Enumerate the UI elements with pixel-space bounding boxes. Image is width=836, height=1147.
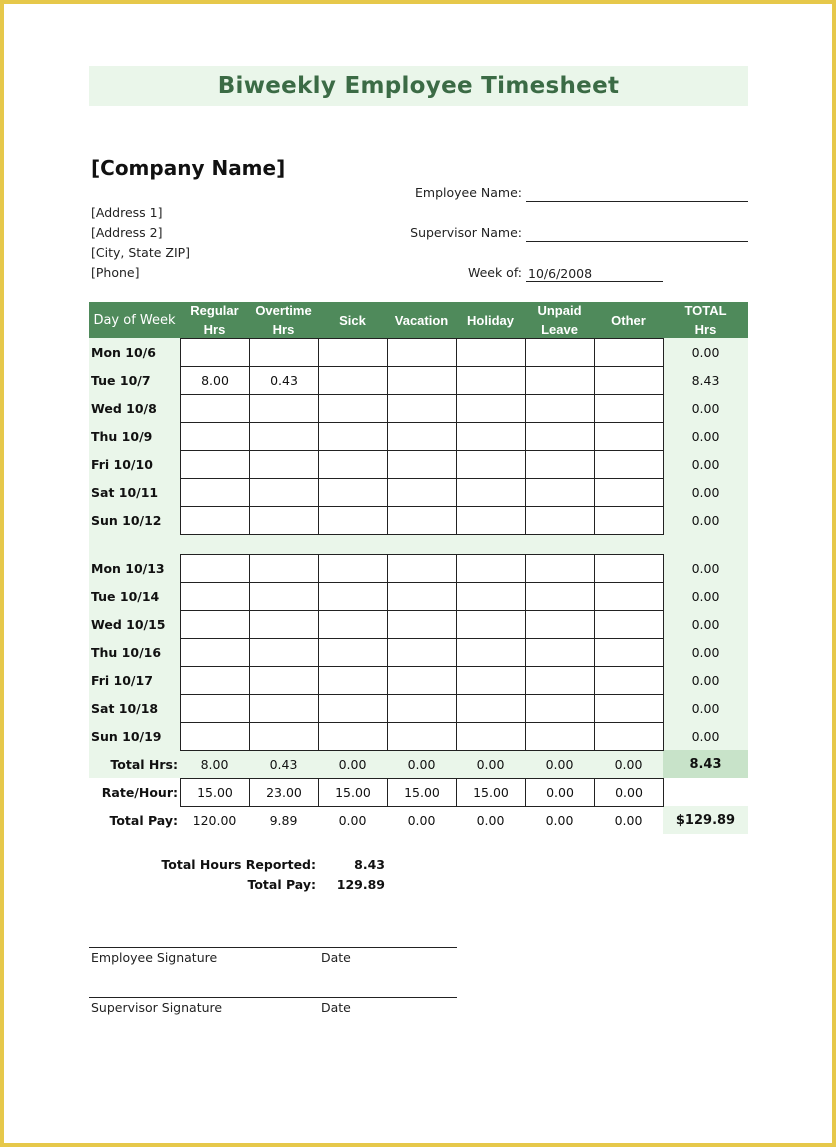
cell-vacation[interactable] [387,694,457,723]
cell-sick[interactable] [318,638,388,667]
cell-sick[interactable] [318,610,388,639]
cell-unpaid-leave[interactable] [525,722,595,751]
supervisor-signature-line[interactable] [89,997,457,998]
day-label: Sat 10/18 [91,700,159,716]
company-address-2[interactable]: [Address 2] [91,225,163,240]
total-hrs-overtime: 0.43 [269,756,298,772]
summary-pay-label: Total Pay: [247,877,316,892]
header-regular-line1: Regular [190,303,239,318]
cell-holiday[interactable] [456,638,526,667]
cell-vacation[interactable] [387,506,457,535]
header-unpaid-leave [525,302,594,338]
header-unpaid-line1: Unpaid [537,303,582,318]
total-pay-unpaid-leave: 0.00 [545,812,574,828]
cell-other[interactable] [594,722,664,751]
rate-vacation[interactable]: 15.00 [387,778,457,807]
total-hrs-label: Total Hrs: [110,756,178,772]
company-address-1[interactable]: [Address 1] [91,205,163,220]
total-hrs-sick: 0.00 [338,756,367,772]
row-total: 0.00 [691,428,720,444]
header-other: Other [611,312,646,328]
cell-unpaid-leave[interactable] [525,666,595,695]
row-total: 0.00 [691,400,720,416]
cell-unpaid-leave[interactable] [525,450,595,479]
row-total: 0.00 [691,456,720,472]
row-total: 0.00 [691,588,720,604]
cell-regular[interactable] [180,666,250,695]
cell-vacation[interactable] [387,582,457,611]
cell-regular[interactable] [180,506,250,535]
cell-other[interactable] [594,338,664,367]
supervisor-name-field[interactable] [526,226,748,242]
cell-regular[interactable] [180,638,250,667]
employee-name-field[interactable] [526,186,748,202]
total-hrs-holiday: 0.00 [476,756,505,772]
cell-regular[interactable] [180,694,250,723]
total-hrs-other: 0.00 [614,756,643,772]
header-total-hrs [663,302,748,338]
cell-sick[interactable] [318,582,388,611]
cell-vacation[interactable] [387,394,457,423]
summary-hours-value: 8.43 [354,857,385,872]
total-pay-vacation: 0.00 [407,812,436,828]
cell-sick[interactable] [318,338,388,367]
cell-other[interactable] [594,694,664,723]
cell-vacation[interactable] [387,666,457,695]
week-of-field[interactable]: 10/6/2008 [526,266,663,282]
day-label: Thu 10/9 [91,428,153,444]
cell-regular[interactable] [180,554,250,583]
cell-overtime[interactable] [249,554,319,583]
cell-unpaid-leave[interactable] [525,366,595,395]
cell-unpaid-leave[interactable] [525,506,595,535]
total-pay-label: Total Pay: [109,812,178,828]
title-bar [89,66,748,106]
day-label: Tue 10/7 [91,372,151,388]
header-overtime-line2: Hrs [272,322,295,337]
cell-regular[interactable] [180,610,250,639]
total-pay-regular: 120.00 [192,812,237,828]
cell-unpaid-leave[interactable] [525,582,595,611]
cell-unpaid-leave[interactable] [525,638,595,667]
grand-total-hours: 8.43 [689,756,722,772]
header-regular-line2: Hrs [203,322,226,337]
summary-hours-label: Total Hours Reported: [161,857,316,872]
cell-other[interactable] [594,506,664,535]
rate-unpaid-leave[interactable]: 0.00 [525,778,595,807]
rate-regular[interactable]: 15.00 [180,778,250,807]
day-label: Fri 10/10 [91,456,153,472]
company-phone[interactable]: [Phone] [91,265,140,280]
cell-holiday[interactable] [456,666,526,695]
cell-sick[interactable] [318,554,388,583]
cell-regular[interactable] [180,338,250,367]
employee-date-label: Date [321,950,351,965]
cell-regular[interactable] [180,722,250,751]
cell-sick[interactable] [318,478,388,507]
cell-vacation[interactable] [387,722,457,751]
cell-sick[interactable] [318,666,388,695]
header-day-of-week: Day of Week [93,312,176,328]
cell-holiday[interactable] [456,694,526,723]
day-label: Sun 10/19 [91,728,162,744]
cell-overtime[interactable]: 0.43 [249,366,319,395]
cell-vacation[interactable] [387,366,457,395]
week-of-label: Week of: [467,265,522,280]
cell-sick[interactable] [318,450,388,479]
cell-holiday[interactable] [456,722,526,751]
rate-overtime[interactable]: 23.00 [249,778,319,807]
page-title: Biweekly Employee Timesheet [217,73,620,99]
row-total: 8.43 [691,372,720,388]
day-label: Sun 10/12 [91,512,162,528]
cell-unpaid-leave[interactable] [525,422,595,451]
cell-holiday[interactable] [456,582,526,611]
header-holiday: Holiday [467,312,514,328]
cell-other[interactable] [594,638,664,667]
cell-sick[interactable] [318,722,388,751]
day-label: Wed 10/8 [91,400,157,416]
cell-overtime[interactable] [249,338,319,367]
cell-unpaid-leave[interactable] [525,554,595,583]
total-pay-overtime: 9.89 [269,812,298,828]
cell-unpaid-leave[interactable] [525,694,595,723]
cell-sick[interactable] [318,694,388,723]
cell-other[interactable] [594,666,664,695]
day-label: Wed 10/15 [91,616,166,632]
cell-vacation[interactable] [387,554,457,583]
cell-other[interactable] [594,478,664,507]
total-pay-holiday: 0.00 [476,812,505,828]
day-label: Tue 10/14 [91,588,160,604]
cell-vacation[interactable] [387,450,457,479]
cell-overtime[interactable] [249,722,319,751]
row-total: 0.00 [691,560,720,576]
cell-sick[interactable] [318,422,388,451]
total-pay-other: 0.00 [614,812,643,828]
cell-regular[interactable] [180,422,250,451]
employee-signature-line[interactable] [89,947,457,948]
total-hrs-vacation: 0.00 [407,756,436,772]
cell-other[interactable] [594,610,664,639]
supervisor-signature-label: Supervisor Signature [91,1000,223,1015]
cell-vacation[interactable] [387,638,457,667]
cell-overtime[interactable] [249,694,319,723]
rate-sick[interactable]: 15.00 [318,778,388,807]
header-overtime-line1: Overtime [255,303,312,318]
header-vacation: Vacation [394,312,449,328]
header-total-line2: Hrs [694,322,717,337]
row-total: 0.00 [691,728,720,744]
grand-total-pay: $129.89 [675,812,736,828]
row-total: 0.00 [691,484,720,500]
cell-regular[interactable]: 8.00 [180,366,250,395]
cell-other[interactable] [594,366,664,395]
cell-holiday[interactable] [456,554,526,583]
summary-pay-value: 129.89 [336,877,385,892]
cell-unpaid-leave[interactable] [525,338,595,367]
row-total: 0.00 [691,344,720,360]
cell-regular[interactable] [180,394,250,423]
header-total-line1: TOTAL [684,303,727,318]
cell-overtime[interactable] [249,506,319,535]
cell-holiday[interactable] [456,394,526,423]
row-total: 0.00 [691,672,720,688]
cell-holiday[interactable] [456,366,526,395]
header-sick: Sick [339,312,366,328]
cell-overtime[interactable] [249,422,319,451]
day-label: Mon 10/6 [91,344,156,360]
cell-vacation[interactable] [387,610,457,639]
rate-holiday[interactable]: 15.00 [456,778,526,807]
day-label: Mon 10/13 [91,560,165,576]
cell-holiday[interactable] [456,610,526,639]
row-total: 0.00 [691,644,720,660]
cell-vacation[interactable] [387,422,457,451]
week-separator [180,534,663,554]
cell-overtime[interactable] [249,610,319,639]
employee-signature-label: Employee Signature [91,950,218,965]
cell-holiday[interactable] [456,338,526,367]
cell-overtime[interactable] [249,666,319,695]
cell-regular[interactable] [180,582,250,611]
cell-other[interactable] [594,554,664,583]
cell-holiday[interactable] [456,478,526,507]
row-total: 0.00 [691,512,720,528]
header-overtime-hrs [249,302,318,338]
supervisor-date-label: Date [321,1000,351,1015]
cell-unpaid-leave[interactable] [525,610,595,639]
company-city-state-zip[interactable]: [City, State ZIP] [91,245,191,260]
row-total: 0.00 [691,616,720,632]
cell-vacation[interactable] [387,338,457,367]
rate-other[interactable]: 0.00 [594,778,664,807]
cell-regular[interactable] [180,450,250,479]
cell-holiday[interactable] [456,506,526,535]
cell-holiday[interactable] [456,450,526,479]
row-total: 0.00 [691,700,720,716]
cell-sick[interactable] [318,506,388,535]
cell-other[interactable] [594,422,664,451]
cell-other[interactable] [594,394,664,423]
header-regular-hrs [180,302,249,338]
cell-unpaid-leave[interactable] [525,478,595,507]
cell-vacation[interactable] [387,478,457,507]
total-pay-sick: 0.00 [338,812,367,828]
cell-overtime[interactable] [249,394,319,423]
day-label: Sat 10/11 [91,484,159,500]
cell-sick[interactable] [318,366,388,395]
company-name[interactable]: [Company Name] [91,156,286,180]
header-unpaid-line2: Leave [541,322,578,337]
cell-overtime[interactable] [249,450,319,479]
total-hrs-unpaid-leave: 0.00 [545,756,574,772]
day-label: Thu 10/16 [91,644,162,660]
cell-unpaid-leave[interactable] [525,394,595,423]
supervisor-name-label: Supervisor Name: [410,225,522,240]
cell-other[interactable] [594,582,664,611]
cell-regular[interactable] [180,478,250,507]
cell-other[interactable] [594,450,664,479]
cell-overtime[interactable] [249,582,319,611]
total-hrs-regular: 8.00 [200,756,229,772]
rate-hour-label: Rate/Hour: [101,784,178,800]
employee-name-label: Employee Name: [415,185,522,200]
cell-holiday[interactable] [456,422,526,451]
cell-sick[interactable] [318,394,388,423]
cell-overtime[interactable] [249,478,319,507]
day-label: Fri 10/17 [91,672,153,688]
cell-overtime[interactable] [249,638,319,667]
